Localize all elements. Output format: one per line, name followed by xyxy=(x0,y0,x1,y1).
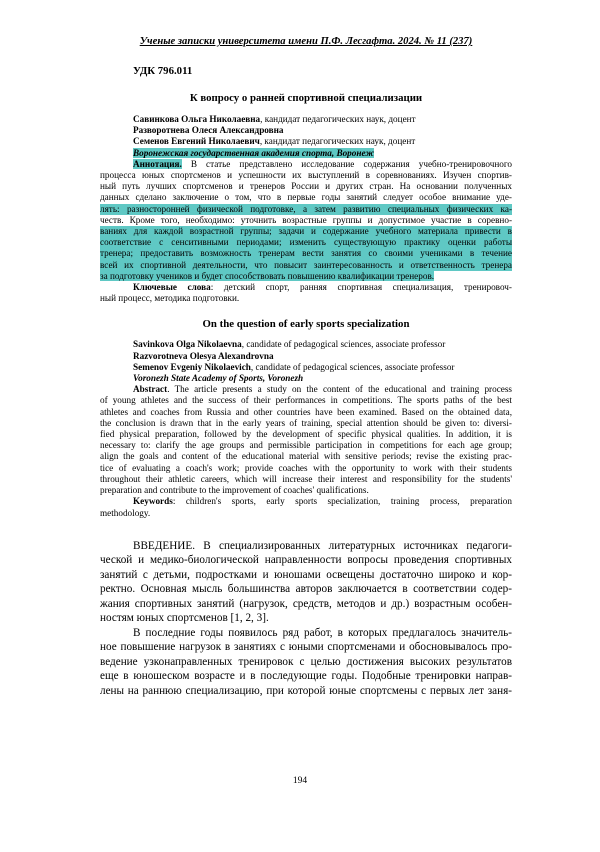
en-abstract xyxy=(100,384,512,496)
ru-abstract-line xyxy=(100,204,512,215)
text-segment: В статье представлено исследование содержания учебно-тренировочного xyxy=(181,158,512,169)
ru-abstract xyxy=(100,159,512,282)
text-segment: ное повышение нагрузок в занятиях с юными спортсменами и обосновывалось про- xyxy=(100,641,512,654)
introduction-paragraph-1 xyxy=(100,539,512,626)
ru-abstract-line xyxy=(100,192,512,203)
journal-header-text: Ученые записки университета имени П.Ф. Лесгафта. 2024. № 11 (237) xyxy=(139,36,473,47)
text-segment: данных сделано заключение о том, что в первые годы занятий следует особое внимание уде- xyxy=(100,192,512,203)
text-segment: : children's sports, early sports specialization, training process, preparation xyxy=(172,496,512,507)
text-segment: tice of evaluating a coach's work; provide coaches with the opportunity to work with their students xyxy=(100,462,512,473)
text-segment: Abstract xyxy=(133,384,168,395)
text-segment: тренера; предоставить возможность тренерам вести занятия со своими учениками в течение xyxy=(100,248,512,259)
intro-line xyxy=(100,597,512,612)
text-segment: Семенов Евгений Николаевич xyxy=(133,136,260,147)
ru-keywords-line xyxy=(100,282,512,293)
highlighted-text: Воронежская государственная академия спорта, Воронеж xyxy=(133,147,375,158)
ru-author-line xyxy=(100,114,512,125)
en-abstract-line xyxy=(100,395,512,406)
text-segment: : детский спорт, ранняя спортивная специализация, тренировоч- xyxy=(210,282,512,293)
en-author-line xyxy=(100,362,512,373)
en-keywords-line xyxy=(100,496,512,507)
ru-author-line xyxy=(100,125,512,136)
text-segment: Савинкова Ольга Николаевна xyxy=(133,114,261,124)
ru-abstract-line xyxy=(100,237,512,248)
ru-article-title: К вопросу о ранней спортивной специализации xyxy=(189,92,423,104)
text-segment: Razvorotneva Olesya Alexandrovna xyxy=(133,350,274,361)
text-segment: Savinkova Olga Nikolaevna xyxy=(133,339,242,350)
ru-abstract-line xyxy=(100,181,512,192)
text-segment: , кандидат педагогических наук, доцент xyxy=(259,136,416,147)
en-abstract-line xyxy=(100,440,512,451)
text-segment: ректно. Основная мысль большинства авторов заключается в соответствии содер- xyxy=(100,583,512,596)
highlighted-text: Аннотация. xyxy=(133,158,182,169)
text-segment: of young athletes and the success of their performances in competitions. The sports paths of the best xyxy=(100,395,512,406)
journal-header xyxy=(100,36,512,48)
text-segment: честв. Кроме того, необходимо: уточнить возрастные группы и допустимое участие в соревно- xyxy=(100,214,512,225)
text-segment: athletes and coaches from Russia and other countries have been examined. Based on the obtained data, xyxy=(100,406,512,417)
text-segment: align the goals and content of the educational material with sensitive periods; revise the existing prac- xyxy=(100,451,512,462)
page-number: 194 xyxy=(292,776,308,786)
en-abstract-line xyxy=(100,418,512,429)
ru-author-block xyxy=(100,114,512,159)
udc-code: УДК 796.011 xyxy=(133,65,193,77)
text-segment: еще в юношеском возрасте и в последующие годы. Подобные тренировки направ- xyxy=(100,670,512,683)
text-segment: , candidate of pedagogical sciences, associate professor xyxy=(241,339,446,350)
text-segment: Semenov Evgeniy Nikolaevich xyxy=(133,361,251,372)
text-segment: ный процесс, методика подготовки. xyxy=(100,293,240,304)
ru-abstract-line xyxy=(100,170,512,181)
intro-line xyxy=(100,611,512,626)
text-segment: the conclusion is drawn that in the early years of training, special attention should be given to: diversi- xyxy=(100,417,512,428)
ru-abstract-line xyxy=(100,215,512,226)
en-abstract-line xyxy=(100,429,512,440)
en-article-title: On the question of early sports specialization xyxy=(202,318,410,331)
ru-abstract-line xyxy=(100,226,512,237)
text-segment: лять: разносторонней физической подготовке, а затем развитию специальных физических ка- xyxy=(100,203,512,214)
intro-line xyxy=(100,640,512,655)
text-segment: , кандидат педагогических наук, доцент xyxy=(260,114,416,124)
text-segment: throughout their athletic careers, which will increase their interest and responsibility for the students' xyxy=(100,473,512,484)
intro-line xyxy=(100,669,512,684)
text-segment: preparation and contribute to the improvement of coaches' qualifications. xyxy=(100,485,369,496)
highlighted-text: за подготовку учеников и будет способствовать повышению квалификации тренеров. xyxy=(100,270,435,281)
text-segment: процесса юных спортсменов и успешности их выступлений в соревнованиях. Изучен спортив- xyxy=(100,170,512,181)
en-author-line xyxy=(100,339,512,350)
intro-line xyxy=(100,553,512,568)
text-segment: жания спортивных занятий (нагрузок, средств, методов и др.) возрастным особен- xyxy=(100,597,512,610)
text-segment: ностям юных спортсменов [1, 2, 3]. xyxy=(100,612,269,625)
en-abstract-line xyxy=(100,474,512,485)
ru-abstract-line xyxy=(100,248,512,259)
en-author-block xyxy=(100,339,512,384)
ru-keywords xyxy=(100,282,512,304)
text-block xyxy=(100,36,512,698)
ru-keywords-line xyxy=(100,293,512,304)
en-abstract-line xyxy=(100,384,512,395)
text-segment: fied physical preparation, followed by the development of specific physical qualities. In addition, it is xyxy=(100,429,512,440)
introduction-paragraph-2 xyxy=(100,626,512,699)
text-segment: лены на раннюю специализацию, при которой юные спортсмены с первых лет заня- xyxy=(100,684,512,697)
text-segment: , candidate of pedagogical sciences, associate professor xyxy=(250,361,455,372)
text-segment: ный путь лучших спортсменов и тренеров России и других стран. На основании полученных xyxy=(100,181,512,192)
text-segment: necessary to: clarify the age groups and permissible participation in competitions for each age group; xyxy=(100,440,512,451)
text-segment: methodology. xyxy=(100,507,151,518)
text-segment: ведение узконаправленных тренировок с целью достижения высоких результатов xyxy=(100,655,512,668)
intro-line xyxy=(100,582,512,597)
text-segment: Ключевые слова xyxy=(133,282,211,293)
text-segment: ческой и медико-биологической направленности вопросы проведения спортивных xyxy=(100,554,512,567)
intro-line xyxy=(100,684,512,699)
text-segment: Разворотнева Олеся Александровна xyxy=(133,125,284,136)
intro-line xyxy=(100,539,512,554)
text-segment: занятий с детьми, подростками и юношами освещены достаточно широко и кор- xyxy=(100,568,512,581)
en-abstract-line xyxy=(100,407,512,418)
en-abstract-line xyxy=(100,485,512,496)
text-segment: ваниях для каждой возрастной группы; задачи и содержание учебного материала привести в xyxy=(100,226,512,237)
text-segment: Voronezh State Academy of Sports, Voronezh xyxy=(133,373,304,384)
en-abstract-line xyxy=(100,451,512,462)
en-author-line xyxy=(100,373,512,384)
text-segment: Keywords xyxy=(133,496,173,507)
text-segment: соответствие с сенситивными периодами; изменить существующую практику оценки работы xyxy=(100,237,512,248)
en-abstract-line xyxy=(100,463,512,474)
text-segment: . The article presents a study on the content of the educational and training process xyxy=(167,384,512,395)
ru-abstract-line xyxy=(100,260,512,271)
en-author-line xyxy=(100,351,512,362)
intro-line xyxy=(100,655,512,670)
ru-abstract-line xyxy=(100,271,512,282)
en-keywords-line xyxy=(100,508,512,519)
text-segment: всей их спортивной деятельности, что повысит заинтересованность и ответственность тренера xyxy=(100,259,512,270)
ru-author-line xyxy=(100,148,512,159)
text-segment: ВВЕДЕНИЕ. В специализированных литературных источниках педагоги- xyxy=(133,539,512,552)
text-segment: В последние годы появилось ряд работ, в которых предлагалось значитель- xyxy=(133,626,512,639)
en-keywords xyxy=(100,496,512,518)
ru-abstract-line xyxy=(100,159,512,170)
intro-line xyxy=(100,626,512,641)
intro-line xyxy=(100,568,512,583)
ru-author-line xyxy=(100,136,512,147)
